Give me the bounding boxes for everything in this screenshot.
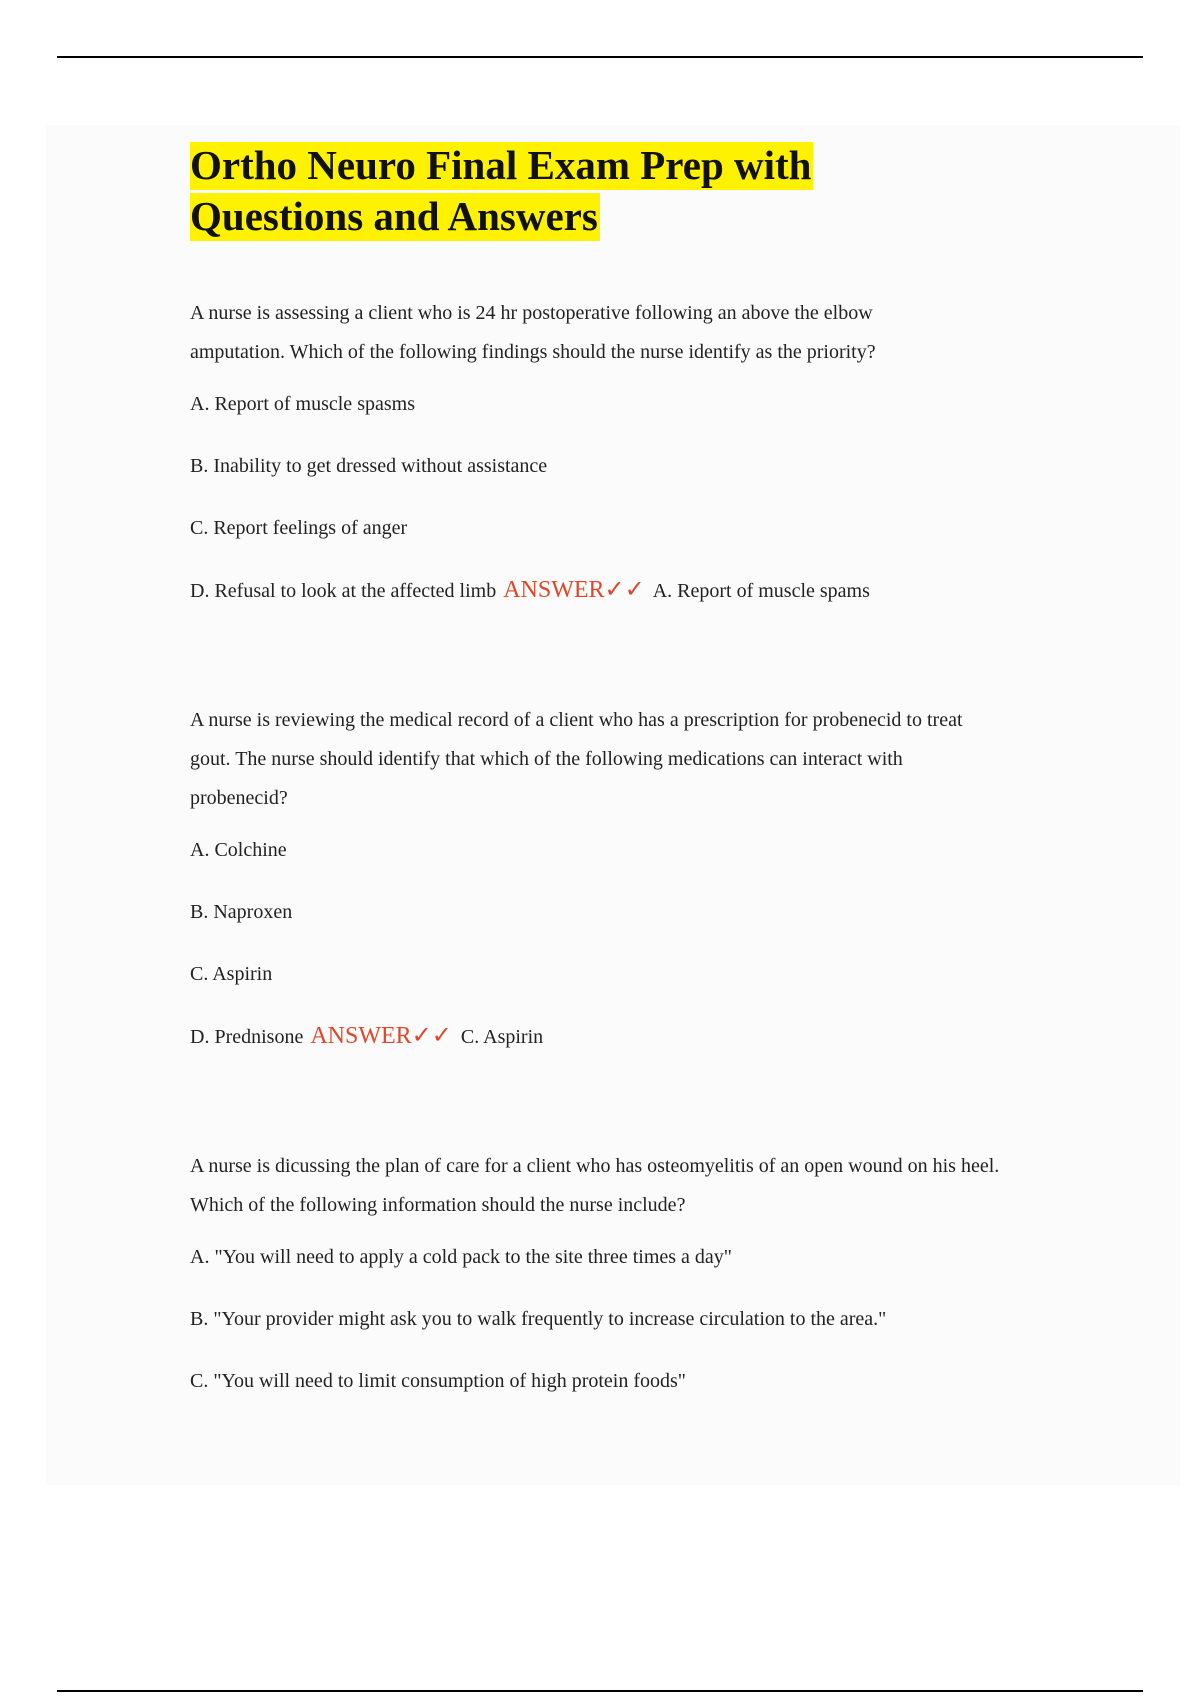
option: A. Colchine bbox=[190, 839, 287, 861]
answer-text: C. Aspirin bbox=[460, 1026, 544, 1048]
option: C. Report feelings of anger bbox=[190, 517, 408, 539]
title-line-2: Questions and Answers bbox=[190, 193, 598, 239]
question-stem: A nurse is dicussing the plan of care for a client who has osteomyelitis of an open wound on his heel. Which of the following information should the nurse include? bbox=[190, 1155, 1000, 1216]
question-block bbox=[190, 701, 1050, 1049]
option: A. Report of muscle spasms bbox=[190, 393, 415, 415]
option: A. "You will need to apply a cold pack to the site three times a day" bbox=[190, 1246, 732, 1268]
option: B. Inability to get dressed without assistance bbox=[190, 455, 548, 477]
answer-text: A. Report of muscle spams bbox=[652, 580, 870, 602]
option: B. "Your provider might ask you to walk frequently to increase circulation to the area." bbox=[190, 1308, 887, 1330]
document-content bbox=[190, 140, 1050, 1431]
question-stem: A nurse is assessing a client who is 24 hr postoperative following an above the elbow amputation. Which of the following findings should the nurse identify as the priority? bbox=[190, 302, 876, 363]
question-block bbox=[190, 294, 1050, 603]
document-title bbox=[190, 140, 1050, 242]
option: C. Aspirin bbox=[190, 963, 273, 985]
option: D. Prednisone bbox=[190, 1026, 304, 1048]
option: B. Naproxen bbox=[190, 901, 293, 923]
answer-label: ANSWER✓✓ bbox=[503, 577, 645, 603]
answer-label: ANSWER✓✓ bbox=[310, 1023, 452, 1049]
option-with-answer bbox=[190, 578, 1050, 603]
question-block bbox=[190, 1147, 1050, 1393]
bottom-rule bbox=[57, 1690, 1143, 1692]
title-line-1: Ortho Neuro Final Exam Prep with bbox=[190, 142, 812, 188]
question-stem: A nurse is reviewing the medical record of a client who has a prescription for probenecid to treat gout. The nurse should identify that which of the following medications can interact with probenecid? bbox=[190, 709, 963, 809]
option-with-answer bbox=[190, 1024, 1050, 1049]
top-rule bbox=[57, 56, 1143, 58]
option: D. Refusal to look at the affected limb bbox=[190, 580, 497, 602]
option: C. "You will need to limit consumption of high protein foods" bbox=[190, 1370, 686, 1392]
